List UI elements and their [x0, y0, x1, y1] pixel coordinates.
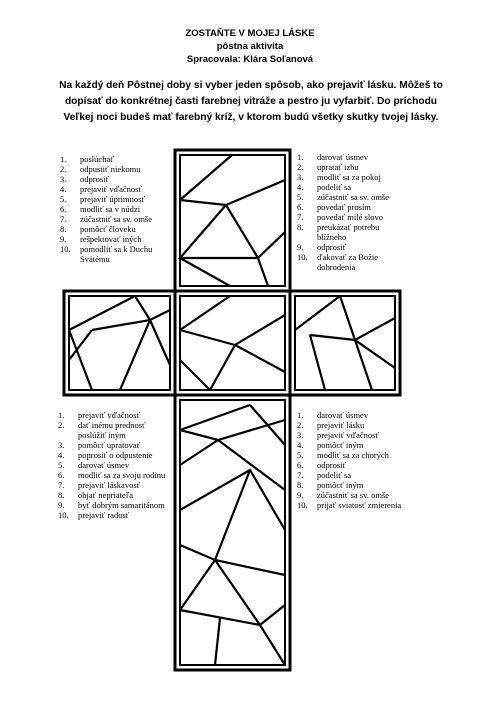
- list-item: [60, 154, 175, 164]
- list-item-text: odpustiť niekomu: [80, 164, 141, 174]
- list-item-text: prejaviť vďačnosť: [317, 430, 380, 440]
- list-item-number: 10.: [297, 500, 308, 510]
- list-item: [297, 410, 417, 420]
- intro-line-1: Na každý deň Pôstnej doby si vyber jeden spôsob, ako prejaviť lásku. Môžeš to: [59, 80, 443, 91]
- list-item-text: podeliť sa: [317, 470, 352, 480]
- list-item-number: 8.: [297, 480, 304, 490]
- list-item: [297, 202, 402, 212]
- list-item-text: odprosiť: [317, 460, 347, 470]
- list-item-text: pomodliť sa k Duchu Svätému: [80, 244, 153, 264]
- list-item-text: pomôcť iným: [317, 440, 364, 450]
- list-item-text: povedať milé slovo: [317, 212, 383, 222]
- list-item: [60, 164, 175, 174]
- list-bottom-right: [297, 410, 417, 510]
- list-item-number: 4.: [297, 182, 304, 192]
- list-item: [58, 480, 170, 490]
- list-item-number: 7.: [297, 212, 304, 222]
- list-item-number: 2.: [297, 420, 304, 430]
- list-item: [58, 490, 170, 500]
- list-item: [58, 460, 170, 470]
- intro-line-2: dopísať do konkrétnej časti farebnej vitráže a pestro ju vyfarbiť. Do príchodu: [64, 96, 438, 107]
- list-item: [297, 212, 402, 222]
- author-line: Spracovala: Klára Soľanová: [186, 54, 314, 65]
- list-item-text: modliť sa v núdzi: [80, 204, 141, 214]
- list-item-number: 6.: [58, 470, 65, 480]
- intro-line-3: Veľkej noci budeš mať farebný kríž, v ktorom budú všetky skutky tvojej lásky.: [63, 112, 439, 123]
- list-item-text: podeliť sa: [317, 182, 352, 192]
- list-item-text: poprosiť o odpustenie: [78, 450, 153, 460]
- list-item-number: 2.: [60, 164, 67, 174]
- list-item: [60, 184, 175, 194]
- list-item: [297, 222, 402, 242]
- list-item-number: 8.: [297, 222, 304, 232]
- list-item-number: 9.: [297, 242, 304, 252]
- list-item-number: 3.: [60, 174, 67, 184]
- list-item: [58, 500, 170, 510]
- list-item-text: modliť sa za svoju rodinu: [78, 470, 166, 480]
- list-item-text: zúčastniť sa sv. omše: [317, 192, 390, 202]
- list-item-number: 1.: [297, 410, 304, 420]
- list-item-text: objať nepriateľa: [78, 490, 133, 500]
- list-item: [297, 480, 417, 490]
- list-item: [297, 430, 417, 440]
- list-item-text: rešpektovať iných: [80, 234, 142, 244]
- list-item-number: 4.: [60, 184, 67, 194]
- list-item-text: modliť sa za chorých: [317, 450, 389, 460]
- list-item-text: ďakovať za Božie dobrodenia: [317, 252, 379, 272]
- list-item-number: 6.: [60, 204, 67, 214]
- list-top-left: [60, 154, 175, 264]
- list-item: [60, 214, 175, 224]
- list-item: [297, 252, 402, 272]
- list-item: [58, 410, 170, 420]
- list-item-number: 3.: [297, 430, 304, 440]
- list-item: [297, 182, 402, 192]
- list-item: [297, 172, 402, 182]
- list-item-number: 6.: [297, 460, 304, 470]
- list-item-number: 3.: [297, 172, 304, 182]
- list-item: [58, 510, 170, 520]
- page-subtitle: pôstna aktivita: [216, 41, 284, 52]
- list-item-text: odprosiť: [80, 174, 110, 184]
- list-item-number: 5.: [297, 450, 304, 460]
- list-item-number: 9.: [58, 500, 65, 510]
- list-item-text: povedať prosím: [317, 202, 371, 212]
- list-item-text: prejaviť lásku: [317, 420, 365, 430]
- list-item-text: pomôcť iným: [317, 480, 364, 490]
- list-item: [297, 162, 402, 172]
- list-item-number: 2.: [58, 420, 65, 430]
- list-item: [58, 470, 170, 480]
- list-item: [60, 174, 175, 184]
- list-item-text: pomôcť človeku: [80, 224, 136, 234]
- list-item-text: prejaviť láskavosť: [78, 480, 141, 490]
- list-item-number: 1.: [58, 410, 65, 420]
- list-item-number: 7.: [297, 470, 304, 480]
- list-top-right: [297, 152, 402, 272]
- list-item: [297, 500, 417, 510]
- list-item: [297, 490, 417, 500]
- list-item-number: 8.: [58, 490, 65, 500]
- list-item: [297, 242, 402, 252]
- list-item-text: modliť sa za pokoj: [317, 172, 381, 182]
- list-item-text: prejaviť radosť: [78, 510, 130, 520]
- list-item-number: 10.: [58, 510, 69, 520]
- list-item-number: 4.: [297, 440, 304, 450]
- list-item-text: zúčastniť sa sv. omše: [317, 490, 390, 500]
- list-item: [297, 470, 417, 480]
- list-item-text: byť dobrým samaritánom: [78, 500, 165, 510]
- list-item: [58, 450, 170, 460]
- list-item-text: pomôcť upratovať: [78, 440, 141, 450]
- page-title: ZOSTAŇTE V MOJEJ LÁSKE: [185, 28, 315, 39]
- list-item-text: prijať sviatosť zmierenia: [317, 500, 402, 510]
- list-item: [297, 192, 402, 202]
- list-item: [58, 420, 170, 440]
- list-item: [297, 460, 417, 470]
- list-item-text: zúčastniť sa sv. omše: [80, 214, 153, 224]
- list-item-text: prejaviť úprimnosť: [80, 194, 146, 204]
- list-item: [58, 440, 170, 450]
- list-item: [60, 194, 175, 204]
- list-item-number: 3.: [58, 440, 65, 450]
- list-item: [297, 440, 417, 450]
- list-item-number: 8.: [60, 224, 67, 234]
- list-bottom-left: [58, 410, 170, 520]
- list-item-number: 5.: [58, 460, 65, 470]
- list-item-number: 5.: [60, 194, 67, 204]
- list-item-text: darovať úsmev: [317, 410, 369, 420]
- list-item-number: 10.: [297, 252, 308, 262]
- list-item-text: darovať úsmev: [78, 460, 130, 470]
- list-item-number: 1.: [297, 152, 304, 162]
- list-item-text: poslúchať: [80, 154, 114, 164]
- list-item-number: 5.: [297, 192, 304, 202]
- list-item-text: odprosiť: [317, 242, 347, 252]
- list-item-number: 1.: [60, 154, 67, 164]
- list-item-text: prejaviť vďačnosť: [78, 410, 141, 420]
- list-item-text: upratať izbu: [317, 162, 359, 172]
- list-item: [60, 204, 175, 214]
- list-item-number: 7.: [58, 480, 65, 490]
- list-item-text: darovať úsmev: [317, 152, 369, 162]
- list-item-text: dať inému prednosť poslúžiť iným: [78, 420, 146, 440]
- list-item-number: 2.: [297, 162, 304, 172]
- list-item-number: 6.: [297, 202, 304, 212]
- list-item: [297, 152, 402, 162]
- list-item-number: 9.: [297, 490, 304, 500]
- list-item-text: prejaviť vďačnosť: [80, 184, 143, 194]
- list-item: [60, 234, 175, 244]
- list-item: [297, 450, 417, 460]
- list-item-number: 10.: [60, 244, 71, 254]
- list-item: [60, 244, 175, 264]
- list-item-number: 4.: [58, 450, 65, 460]
- list-item-number: 9.: [60, 234, 67, 244]
- list-item: [60, 224, 175, 234]
- list-item-text: preukázať potrebu blížneho: [317, 222, 380, 242]
- list-item-number: 7.: [60, 214, 67, 224]
- list-item: [297, 420, 417, 430]
